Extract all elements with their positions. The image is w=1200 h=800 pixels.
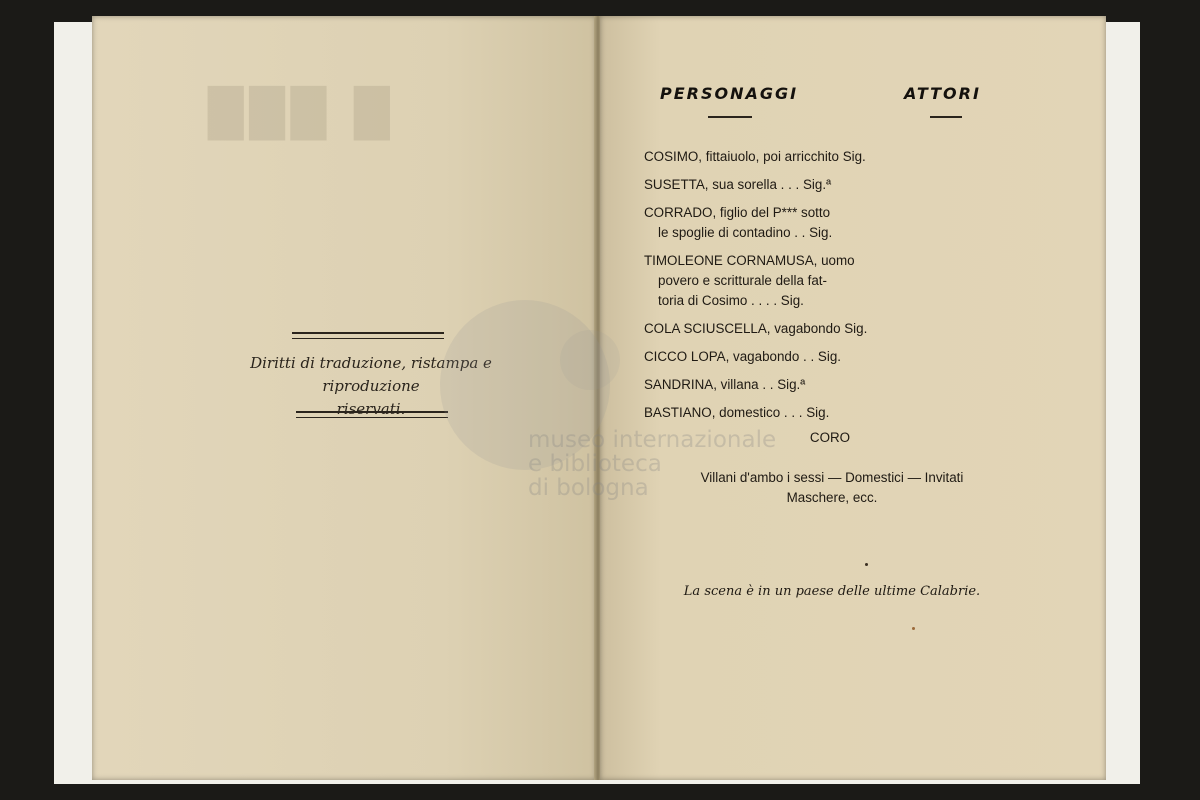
watermark-text: [528, 428, 788, 500]
cast-line: le spoglie di contadino . . Sig.: [658, 225, 833, 240]
cast-line: CORRADO, figlio del P*** sotto: [644, 205, 831, 220]
header-characters: PERSONAGGI: [660, 84, 799, 103]
cast-entry: [644, 403, 974, 423]
cast-list: [644, 147, 974, 431]
bottom-double-rule: [296, 411, 448, 418]
cast-line: toria di Cosimo . . . . Sig.: [658, 293, 804, 308]
cast-entry: [644, 147, 974, 167]
paper-speck: [912, 627, 915, 630]
header-characters-rule: [708, 116, 752, 118]
cast-line: SUSETTA, sua sorella . . . Sig.ª: [644, 177, 832, 192]
cast-line: SANDRINA, villana . . Sig.ª: [644, 377, 806, 392]
watermark-line-3: di bologna: [528, 475, 649, 501]
rights-line-2: riservati.: [336, 400, 406, 418]
cast-line: CICCO LOPA, vagabondo . . Sig.: [644, 349, 841, 364]
header-actors: ATTORI: [904, 84, 981, 103]
watermark-line-2: e biblioteca: [528, 451, 662, 477]
cast-entry: [644, 175, 974, 195]
show-through-text: █ ███: [202, 86, 390, 140]
scene-note: La scena è in un paese delle ultime Calabrie.: [683, 584, 981, 599]
rights-line-1: Diritti di traduzione, ristampa e riproduzione: [250, 354, 492, 395]
cast-line: povero e scritturale della fat-: [658, 273, 827, 288]
header-actors-rule: [930, 116, 962, 118]
cast-line: COLA SCIUSCELLA, vagabondo Sig.: [644, 321, 868, 336]
top-double-rule: [292, 332, 444, 339]
watermark-circle-small: [560, 330, 620, 390]
cast-line: BASTIANO, domestico . . . Sig.: [644, 405, 830, 420]
cast-entry: [644, 347, 974, 367]
paper-speck: [865, 563, 868, 566]
cast-entry: [644, 203, 974, 243]
watermark-line-1: museo internazionale: [528, 427, 777, 453]
cast-entry: [644, 251, 974, 311]
cast-entry: [644, 319, 974, 339]
chorus-line-2: Maschere, ecc.: [786, 490, 878, 505]
coro-title: CORO: [809, 430, 851, 445]
cast-line: TIMOLEONE CORNAMUSA, uomo: [644, 253, 855, 268]
cast-entry: [644, 375, 974, 395]
cast-line: COSIMO, fittaiuolo, poi arricchito Sig.: [644, 149, 866, 164]
chorus-line-1: Villani d'ambo i sessi — Domestici — Invitati: [700, 470, 964, 485]
